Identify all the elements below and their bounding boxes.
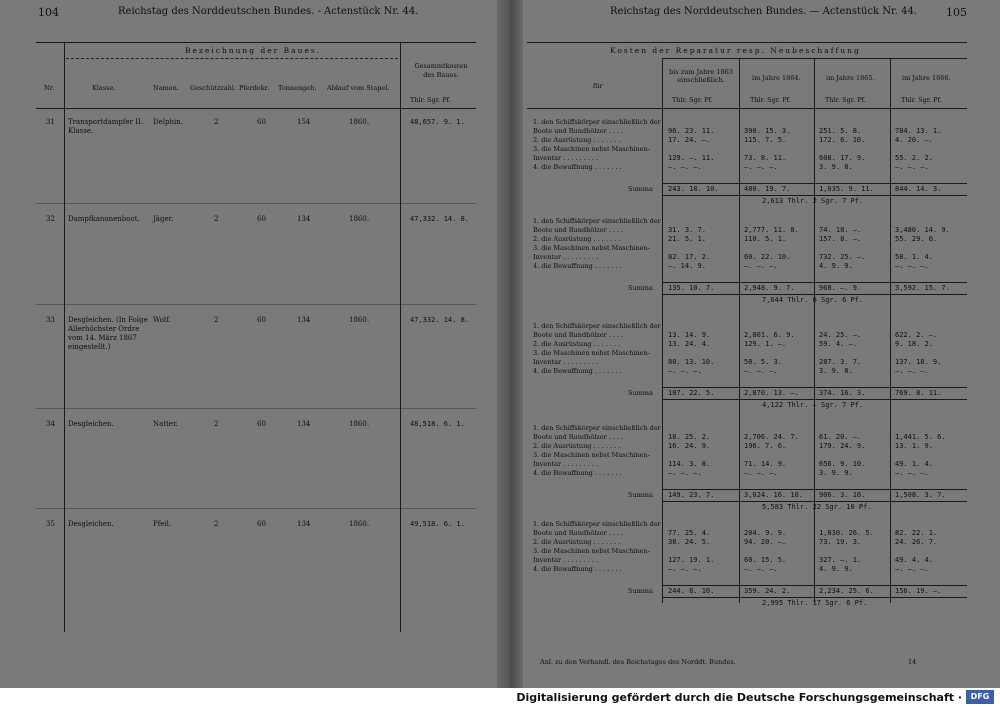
dfg-logo: DFG	[966, 690, 994, 704]
summa-value: 1,035. 9. 11.	[819, 185, 874, 193]
col-header-1866: im Jahre 1866.	[902, 74, 951, 82]
row-nr: 34	[46, 420, 55, 428]
table-header-rule	[36, 108, 476, 109]
cost-item-value: 82. 22. 1.	[895, 529, 938, 537]
row-ablauf: 1860.	[349, 420, 370, 428]
cost-item-label: Inventar . . . . . . . . .	[533, 460, 599, 468]
footer-credit: Digitalisierung gefördert durch die Deutsche Forschungsgemeinschaft ·	[516, 691, 962, 704]
row-klasse: Desgleichen. (In Folge Allerhöchster Ordre vom 14. März 1867 eingestellt.)	[68, 316, 148, 351]
cost-item-label: 4. die Bewaffnung . . . . . . .	[533, 262, 622, 270]
cost-item-label: 3. die Maschinen nebst Maschinen-	[533, 547, 650, 555]
col-header-namen: Namen.	[153, 84, 179, 92]
row-pferde: 60	[257, 520, 266, 528]
cost-item-value: 61. 20. —.	[819, 433, 862, 441]
cost-item-value: 172. 6. 10.	[819, 136, 866, 144]
cost-item-value: 24. 26. 7.	[895, 538, 938, 546]
col-units-bis1863: Thlr. Sgr. Pf.	[672, 96, 713, 104]
cost-item-value: 96. 23. 11.	[668, 127, 715, 135]
cost-item-value: 608. 17. 9.	[819, 154, 866, 162]
row-ablauf: 1860.	[349, 316, 370, 324]
summa-value: 968. —. 9.	[819, 284, 862, 292]
summa-rule	[662, 387, 967, 388]
row-nr: 35	[46, 520, 55, 528]
cost-item-value: 50. 5. 3.	[744, 358, 782, 366]
row-kosten: 48,518. 6. 1.	[410, 420, 465, 428]
cost-item-value: 251. 5. 8.	[819, 127, 862, 135]
total-rule	[662, 597, 967, 598]
cost-item-value: 287. 3. 7.	[819, 358, 862, 366]
cost-item-value: —. —. —.	[895, 565, 929, 573]
cost-item-value: 13. 14. 9.	[668, 331, 711, 339]
block-total: 5,583 Thlr. 22 Sgr. 10 Pf.	[762, 503, 872, 511]
summa-value: 107. 22. 5.	[668, 389, 715, 397]
summa-value: 2,234. 25. 6.	[819, 587, 874, 595]
cost-item-value: —. —. —.	[895, 262, 929, 270]
cost-item-value: 3. 9. 8.	[819, 367, 853, 375]
cost-item-value: 73. 19. 3.	[819, 538, 862, 546]
cost-item-value: —. —. —.	[668, 469, 702, 477]
digitization-footer	[0, 688, 1000, 707]
cost-item-label: 4. die Bewaffnung . . . . . . .	[533, 163, 622, 171]
cost-item-value: 31. 3. 7.	[668, 226, 706, 234]
total-rule	[662, 399, 967, 400]
row-kosten: 47,332. 14. 8.	[410, 215, 470, 223]
column-rule	[662, 58, 663, 603]
cost-item-value: —. —. —.	[744, 469, 778, 477]
summa-value: 2,870. 13. —.	[744, 389, 799, 397]
cost-item-value: 137. 18. 9.	[895, 358, 942, 366]
cost-item-value: 13. 24. 4.	[668, 340, 711, 348]
row-geschuetz: 2	[214, 520, 219, 528]
cost-item-value: 2,801. 6. 9.	[744, 331, 795, 339]
cost-item-label: 1. den Schiffskörper einschließlich der	[533, 118, 661, 126]
cost-item-value: 94. 20. —.	[744, 538, 787, 546]
cost-item-value: —. —. —.	[744, 565, 778, 573]
cost-item-label: 3. die Maschinen nebst Maschinen-	[533, 451, 650, 459]
row-pferde: 60	[257, 118, 266, 126]
cost-item-value: 3. 9. 8.	[819, 163, 853, 171]
col-units-1865: Thlr. Sgr. Pf.	[825, 96, 866, 104]
col-units-1864: Thlr. Sgr. Pf.	[750, 96, 791, 104]
row-separator	[36, 203, 476, 204]
summa-rule	[662, 489, 967, 490]
cost-item-value: 21. 5. 1.	[668, 235, 706, 243]
cost-item-value: 157. 8. —.	[819, 235, 862, 243]
row-klasse: Dampfkanonenboot.	[68, 215, 140, 223]
cost-item-label: Boote und Rundhölzer . . . .	[533, 226, 624, 234]
cost-item-value: 4. 20. —.	[895, 136, 933, 144]
cost-item-label: 1. den Schiffskörper einschließlich der	[533, 217, 661, 225]
col-header-bis1863: bis zum Jahre 1863 einschließlich.	[669, 68, 733, 84]
block-total: 2,995 Thlr. 17 Sgr. 6 Pf.	[762, 599, 868, 607]
cost-item-label: Inventar . . . . . . . . .	[533, 556, 599, 564]
row-klasse: Transportdampfer II. Klasse.	[68, 118, 143, 135]
cost-item-label: Boote und Rundhölzer . . . .	[533, 127, 624, 135]
row-pferde: 60	[257, 420, 266, 428]
column-rule	[64, 42, 65, 632]
summa-value: 3,024. 16. 10.	[744, 491, 804, 499]
summa-value: 135. 10. 7.	[668, 284, 715, 292]
column-rule	[739, 58, 740, 603]
summa-value: 906. 3. 10.	[819, 491, 866, 499]
row-tonnen: 134	[297, 215, 311, 223]
summa-rule	[662, 183, 967, 184]
total-rule	[662, 195, 967, 196]
cost-item-label: 1. den Schiffskörper einschließlich der	[533, 520, 661, 528]
group-header-rule	[66, 58, 398, 59]
cost-item-value: 55. 2. 2.	[895, 154, 933, 162]
cost-item-value: 3. 9. 9.	[819, 469, 853, 477]
cost-item-value: 80. 13. 10.	[668, 358, 715, 366]
total-rule	[662, 294, 967, 295]
row-tonnen: 134	[297, 316, 311, 324]
cost-item-label: 2. die Ausrüstung . . . . . . .	[533, 340, 621, 348]
col-header-1864: im Jahre 1864.	[752, 74, 801, 82]
cost-item-label: 4. die Bewaffnung . . . . . . .	[533, 469, 622, 477]
cost-item-value: —. —. —.	[895, 163, 929, 171]
cost-item-label: 3. die Maschinen nebst Maschinen-	[533, 349, 650, 357]
group-header: Bezeichnung der Baues.	[185, 46, 322, 55]
row-name: Wolf.	[153, 316, 171, 324]
col-header-tonnen: Tonnengeh.	[278, 84, 317, 92]
cost-item-value: 18. 25. 2.	[668, 433, 711, 441]
column-rule	[400, 42, 401, 632]
cost-item-label: 4. die Bewaffnung . . . . . . .	[533, 367, 622, 375]
cost-item-value: 114. 3. 8.	[668, 460, 711, 468]
block-total: 7,644 Thlr. 6 Sgr. 6 Pf.	[762, 296, 864, 304]
cost-item-value: 1,441. 5. 6.	[895, 433, 946, 441]
col-header-geschuetz: Geschützzahl.	[190, 84, 237, 92]
cost-item-value: 127. 19. 1.	[668, 556, 715, 564]
summa-value: 3,592. 15. 7.	[895, 284, 950, 292]
cost-item-value: 1,830. 26. 5.	[819, 529, 874, 537]
row-geschuetz: 2	[214, 420, 219, 428]
cost-item-value: 38. 24. 5.	[668, 538, 711, 546]
cost-item-label: 4. die Bewaffnung . . . . . . .	[533, 565, 622, 573]
cost-item-label: Boote und Rundhölzer . . . .	[533, 529, 624, 537]
cost-item-label: Inventar . . . . . . . . .	[533, 358, 599, 366]
table-top-rule	[527, 42, 967, 43]
cost-item-value: 732. 25. —.	[819, 253, 866, 261]
summa-value: 244. 8. 10.	[668, 587, 715, 595]
cost-item-value: 179. 24. 9.	[819, 442, 866, 450]
cost-item-value: 74. 18. —.	[819, 226, 862, 234]
summa-value: 243. 18. 10.	[668, 185, 719, 193]
row-ablauf: 1860.	[349, 520, 370, 528]
cost-item-value: 77. 25. 4.	[668, 529, 711, 537]
summa-value: 480. 19. 7.	[744, 185, 791, 193]
cost-item-value: —. —. —.	[744, 163, 778, 171]
col-header-1865: im Jahre 1865.	[826, 74, 875, 82]
cost-item-value: —. —. —.	[668, 565, 702, 573]
cost-item-label: 2. die Ausrüstung . . . . . . .	[533, 538, 621, 546]
row-geschuetz: 2	[214, 118, 219, 126]
cost-item-value: 13. 1. 9.	[895, 442, 933, 450]
row-geschuetz: 2	[214, 215, 219, 223]
cost-item-value: 2,777. 11. 8.	[744, 226, 799, 234]
cost-item-value: 129. —. 11.	[668, 154, 715, 162]
summa-label: Summa	[628, 389, 653, 397]
cost-item-label: 2. die Ausrüstung . . . . . . .	[533, 442, 621, 450]
row-nr: 33	[46, 316, 55, 324]
book-gutter	[497, 0, 523, 688]
row-name: Natter.	[153, 420, 178, 428]
block-total: 2,613 Thlr. 2 Sgr. 7 Pf.	[762, 197, 864, 205]
row-pferde: 60	[257, 215, 266, 223]
row-geschuetz: 2	[214, 316, 219, 324]
sheet-mark: 14	[908, 658, 917, 666]
cost-item-value: 129. 1. —.	[744, 340, 787, 348]
row-tonnen: 154	[297, 118, 311, 126]
cost-item-value: 390. 15. 3.	[744, 127, 791, 135]
row-pferde: 60	[257, 316, 266, 324]
row-ablauf: 1860.	[349, 215, 370, 223]
cost-item-label: 1. den Schiffskörper einschließlich der	[533, 424, 661, 432]
table-header-rule	[527, 108, 967, 109]
summa-label: Summa	[628, 587, 653, 595]
row-klasse: Desgleichen.	[68, 420, 114, 428]
row-kosten: 47,332. 14. 8.	[410, 316, 470, 324]
cost-item-value: —. —. —.	[744, 367, 778, 375]
cost-item-value: 3,480. 14. 9.	[895, 226, 950, 234]
cost-item-value: 82. 17. 2.	[668, 253, 711, 261]
col-header-units: Thlr. Sgr. Pf.	[410, 96, 451, 104]
footnote: Anl. zu den Verhandl. des Reichstages des Norddt. Bundes.	[540, 658, 736, 666]
summa-value: 2,948. 9. 7.	[744, 284, 795, 292]
summa-value: 374. 16. 3.	[819, 389, 866, 397]
column-rule	[814, 58, 815, 603]
cost-item-label: 2. die Ausrüstung . . . . . . .	[533, 235, 621, 243]
table-top-rule	[36, 42, 476, 43]
cost-item-value: 59. 4. —.	[819, 340, 857, 348]
cost-item-value: 71. 14. 9.	[744, 460, 787, 468]
row-klasse: Desgleichen.	[68, 520, 114, 528]
row-name: Delphin.	[153, 118, 183, 126]
row-nr: 32	[46, 215, 55, 223]
cost-item-label: 3. die Maschinen nebst Maschinen-	[533, 244, 650, 252]
summa-value: 769. 8. 11.	[895, 389, 942, 397]
col-header-ablauf: Ablauf vom Stapel.	[327, 84, 390, 92]
cost-item-value: —. —. —.	[744, 262, 778, 270]
col-header-fuer: für	[593, 82, 603, 90]
row-ablauf: 1860.	[349, 118, 370, 126]
cost-item-value: 622. 2. —.	[895, 331, 938, 339]
cost-item-value: —. —. —.	[895, 469, 929, 477]
right-page-number: 105	[946, 6, 967, 19]
cost-item-label: Boote und Rundhölzer . . . .	[533, 331, 624, 339]
summa-label: Summa	[628, 284, 653, 292]
cost-item-value: 58. 1. 4.	[895, 253, 933, 261]
right-running-head: Reichstag des Norddeutschen Bundes. — Actenstück Nr. 44.	[610, 6, 917, 17]
col-header-kosten: Gesammtkosten des Baues.	[414, 62, 468, 79]
summa-value: 156. 19. —.	[895, 587, 942, 595]
cost-item-value: 17. 24. —.	[668, 136, 711, 144]
summa-value: 359. 24. 2.	[744, 587, 791, 595]
cost-item-value: 196. 7. 6.	[744, 442, 787, 450]
cost-item-value: —. —. —.	[895, 367, 929, 375]
cost-item-value: 110. 5. 1.	[744, 235, 787, 243]
cost-item-value: 73. 8. 11.	[744, 154, 787, 162]
cost-item-value: —. —. —.	[668, 367, 702, 375]
row-kosten: 48,657. 9. 1.	[410, 118, 465, 126]
col-header-nr: Nr.	[44, 84, 55, 92]
cost-item-value: 4. 9. 9.	[819, 262, 853, 270]
col-units-1866: Thlr. Sgr. Pf.	[901, 96, 942, 104]
cost-item-value: 4. 9. 9.	[819, 565, 853, 573]
cost-item-label: Inventar . . . . . . . . .	[533, 253, 599, 261]
column-rule	[890, 58, 891, 603]
cost-item-value: 49. 4. 4.	[895, 556, 933, 564]
cost-item-label: Inventar . . . . . . . . .	[533, 154, 599, 162]
total-rule	[662, 501, 967, 502]
cost-item-value: 55. 29. 6.	[895, 235, 938, 243]
row-kosten: 49,518. 6. 1.	[410, 520, 465, 528]
cost-item-value: 9. 18. 2.	[895, 340, 933, 348]
cost-item-label: Boote und Rundhölzer . . . .	[533, 433, 624, 441]
row-separator	[36, 508, 476, 509]
cost-item-label: 2. die Ausrüstung . . . . . . .	[533, 136, 621, 144]
row-tonnen: 134	[297, 420, 311, 428]
cost-item-value: 16. 24. 9.	[668, 442, 711, 450]
summa-label: Summa	[628, 491, 653, 499]
cost-item-value: 2,706. 24. 7.	[744, 433, 799, 441]
summa-value: 844. 14. 3.	[895, 185, 942, 193]
block-total: 4,122 Thlr. — Sgr. 7 Pf.	[762, 401, 864, 409]
cost-item-value: —. —. —.	[668, 163, 702, 171]
cost-item-value: 49. 1. 4.	[895, 460, 933, 468]
cost-item-value: 60. 15. 5.	[744, 556, 787, 564]
cost-item-value: —. 14. 9.	[668, 262, 706, 270]
cost-item-value: 115. 7. 5.	[744, 136, 787, 144]
left-page-number: 104	[38, 6, 59, 19]
col-header-pferde: Pferdekr.	[239, 84, 270, 92]
cost-item-value: 24. 25. —.	[819, 331, 862, 339]
cost-item-value: 656. 9. 10.	[819, 460, 866, 468]
left-running-head: Reichstag des Norddeutschen Bundes. - Actenstück Nr. 44.	[118, 6, 419, 17]
cost-item-value: 204. 9. 9.	[744, 529, 787, 537]
summa-label: Summa	[628, 185, 653, 193]
cost-item-value: 327. —. 1.	[819, 556, 862, 564]
summa-rule	[662, 282, 967, 283]
row-separator	[36, 408, 476, 409]
summa-value: 149. 23. 7.	[668, 491, 715, 499]
cost-group-header: Kosten der Reparatur resp. Neubeschaffung	[610, 46, 861, 55]
row-nr: 31	[46, 118, 55, 126]
row-separator	[36, 304, 476, 305]
row-name: Jäger.	[153, 215, 174, 223]
summa-value: 1,508. 3. 7.	[895, 491, 946, 499]
cost-item-label: 3. die Maschinen nebst Maschinen-	[533, 145, 650, 153]
row-tonnen: 134	[297, 520, 311, 528]
cost-item-value: 60. 22. 10.	[744, 253, 791, 261]
row-name: Pfeil.	[153, 520, 172, 528]
cost-item-value: 784. 13. 1.	[895, 127, 942, 135]
summa-rule	[662, 585, 967, 586]
col-header-klasse: Klasse.	[92, 84, 116, 92]
cost-item-label: 1. den Schiffskörper einschließlich der	[533, 322, 661, 330]
